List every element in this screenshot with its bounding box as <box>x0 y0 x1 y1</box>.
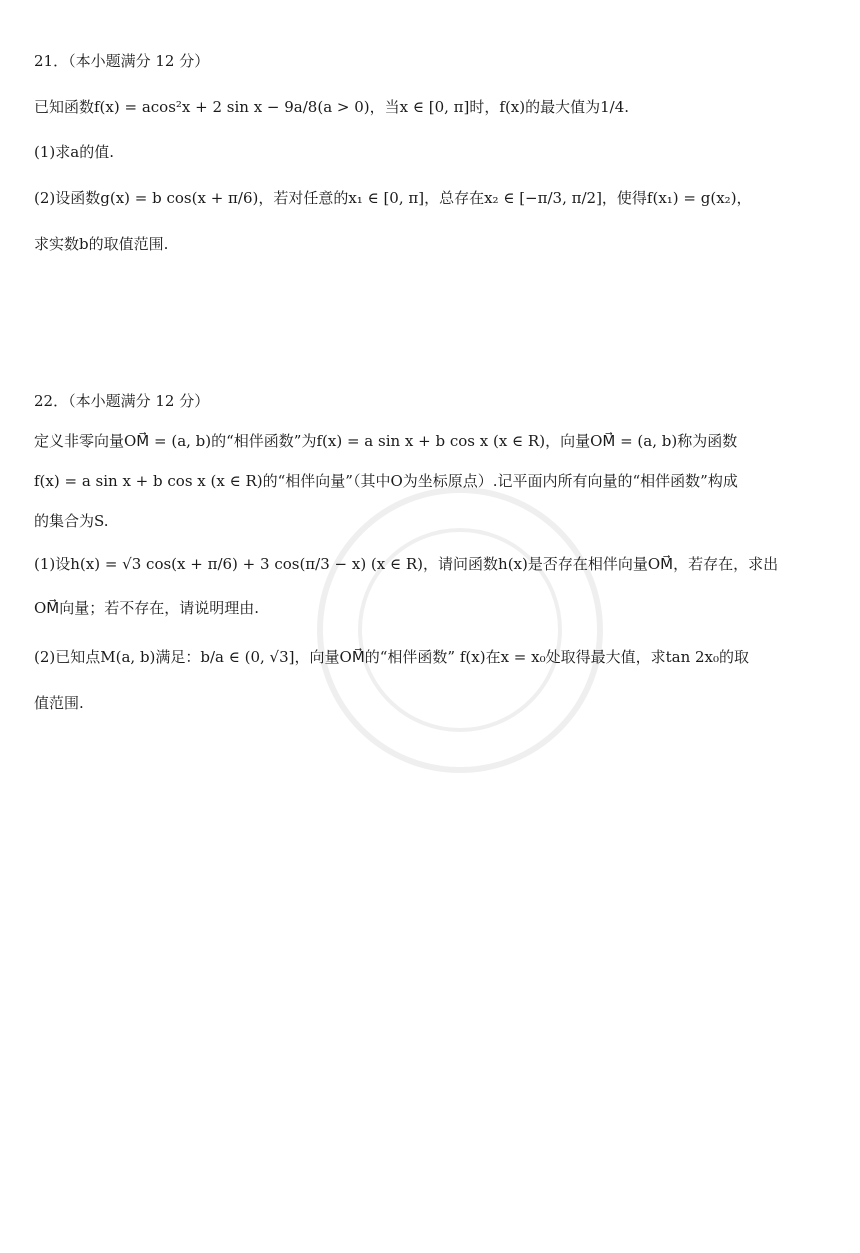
q22-part1-line1: (1)设h(x) = √3 cos(x + π/6) + 3 cos(π/3 − x) (x ∈ R)，请问函数h(x)是否存在相伴向量OM⃗，若存在，求出 <box>34 555 779 573</box>
q22-part2-line1: (2)已知点M(a, b)满足：b/a ∈ (0, √3]，向量OM⃗的“相伴函数” f(x)在x = x₀处取得最大值，求tan 2x₀的取 <box>34 648 750 666</box>
q21-stem: 已知函数f(x) = acos²x + 2 sin x − 9a/8(a > 0)，当x ∈ [0, π]时，f(x)的最大值为1/4. <box>34 98 630 116</box>
q22-part2-line2: 值范围. <box>34 694 84 712</box>
q22-stem-line1: 定义非零向量OM⃗ = (a, b)的“相伴函数”为f(x) = a sin x + b cos x (x ∈ R)，向量OM⃗ = (a, b)称为函数 <box>34 432 738 450</box>
q22-part1-line2: OM⃗向量；若不存在，请说明理由. <box>34 599 260 617</box>
q21-header: 21．（本小题满分 12 分） <box>34 52 210 70</box>
q21-part2: (2)设函数g(x) = b cos(x + π/6)，若对任意的x₁ ∈ [0, π]，总存在x₂ ∈ [−π/3, π/2]，使得f(x₁) = g(x₂)， <box>34 189 752 207</box>
q21-part1: (1)求a的值. <box>34 143 114 161</box>
q22-stem-line3: 的集合为S. <box>34 512 109 530</box>
q21-part2-cont: 求实数b的取值范围. <box>34 235 169 253</box>
q22-stem-line2: f(x) = a sin x + b cos x (x ∈ R)的“相伴向量”（其中O为坐标原点）.记平面内所有向量的“相伴函数”构成 <box>34 472 738 490</box>
q22-header: 22．（本小题满分 12 分） <box>34 392 210 410</box>
